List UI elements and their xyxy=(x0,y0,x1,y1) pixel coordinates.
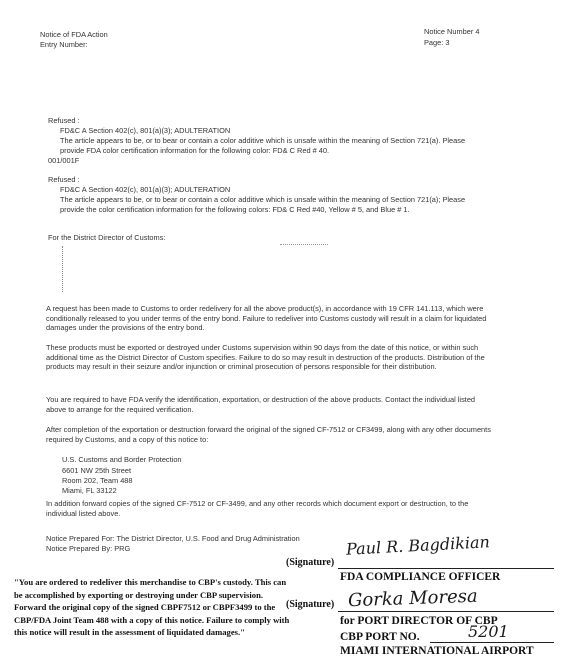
signature-1: Paul R. Bagdikian xyxy=(345,532,491,559)
port-number-line xyxy=(430,642,554,643)
compliance-officer-title: FDA COMPLIANCE OFFICER xyxy=(340,571,501,583)
redaction-mark xyxy=(280,244,328,245)
refused-label: Refused : xyxy=(48,175,80,184)
address-line: 6601 NW 25th Street xyxy=(62,466,132,475)
redelivery-stamp-notice: "You are ordered to redeliver this merchandise to CBP's custody. This can be accomplished by exporting or destroying under CBP supervision. Forward the original copy of the signed CBPF7512 or CBPF3499 to the CBP/FDA Joint Team 488 with a copy of this notice. Failure to comply with this notice will result in the assessment of liquidated damages." xyxy=(14,577,290,638)
signature-2: Gorka Moresa xyxy=(347,585,479,612)
prepared-by: Notice Prepared By: PRG xyxy=(46,544,131,553)
airport-name: MIAMI INTERNATIONAL AIRPORT xyxy=(340,645,534,657)
district-director-label: For the District Director of Customs: xyxy=(48,233,166,242)
signature-label: (Signature) xyxy=(286,599,335,610)
redaction-mark xyxy=(62,246,64,292)
signature-label: (Signature) xyxy=(286,557,335,568)
verify-paragraph: You are required to have FDA verify the identification, exportation, or destruction of the above products. Contact the individual listed above to arrange for the required verification. xyxy=(46,395,476,414)
port-director-title: for PORT DIRECTOR OF CBP xyxy=(340,615,498,627)
notice-number: Notice Number 4 xyxy=(424,27,480,36)
export-paragraph: These products must be exported or destroyed under Customs supervision within 90 days from the date of this notice, or within such additional time as the District Director of Custom specifies. Failure to do so may result in destruction of the products. Distribution of the products may result in their seizure and/or injunction or criminal prosecution of persons responsible for their distribution. xyxy=(46,343,485,372)
port-number-label: CBP PORT NO. xyxy=(340,631,420,643)
notice-title: Notice of FDA Action xyxy=(40,30,108,39)
refused-label: Refused : xyxy=(48,116,80,125)
forward-paragraph: After completion of the exportation or destruction forward the original of the signed CF-7512 or CF3499, along with any other documents required by Customs, and a copy of this notice to: xyxy=(46,425,491,444)
refusal-text: The article appears to be, or to bear or contain a color additive which is unsafe within the meaning of Section 721(a). Please provide FDA color certification information for the following color: FD& C Red # 40. xyxy=(60,136,466,155)
refusal-charge: FD&C A Section 402(c), 801(a)(3); ADULTERATION xyxy=(60,185,231,194)
refusal-text: The article appears to be, or to bear or contain a color additive which is unsafe within the meaning of Section 721(a); Please provide the color certification information for the following colors: FD& C Red #40, Yellow # 5, and Blue # 1. xyxy=(60,195,466,214)
address-line: U.S. Customs and Border Protection xyxy=(62,455,182,464)
refusal-line-number: 001/001F xyxy=(48,156,80,165)
additional-paragraph: In addition forward copies of the signed CF-7512 or CF-3499, and any other records which document export or destruction, to the individual listed above. xyxy=(46,499,469,518)
entry-number-label: Entry Number: xyxy=(40,40,88,49)
address-line: Room 202, Team 488 xyxy=(62,476,133,485)
address-line: Miami, FL 33122 xyxy=(62,486,117,495)
page-number: Page: 3 xyxy=(424,38,450,47)
redelivery-paragraph: A request has been made to Customs to order redelivery for all the above product(s), in accordance with 19 CFR 141.113, which were conditionally released to you under terms of the entry bond. Failure to redeliver into Customs custody will result in a claim for liquidated damages under the provisions of the entry bond. xyxy=(46,304,487,333)
port-number: 5201 xyxy=(468,622,509,641)
prepared-for: Notice Prepared For: The District Director, U.S. Food and Drug Administration xyxy=(46,534,300,543)
signature-line xyxy=(338,611,554,612)
refusal-charge: FD&C A Section 402(c), 801(a)(3); ADULTERATION xyxy=(60,126,231,135)
signature-line xyxy=(338,568,554,569)
